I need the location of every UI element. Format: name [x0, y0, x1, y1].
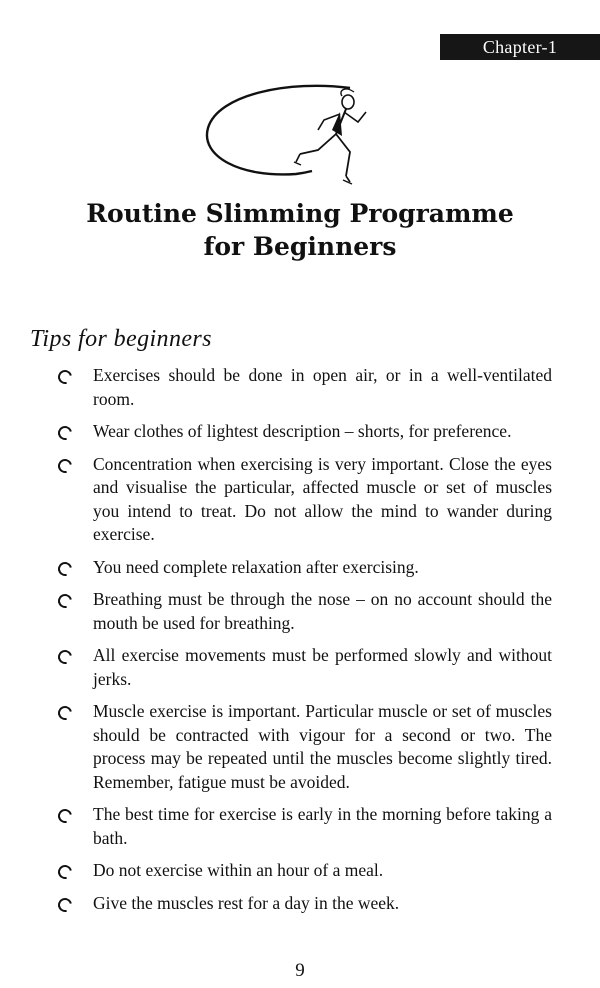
- title-line-1: Routine Slimming Programme: [86, 199, 514, 228]
- list-item: [58, 892, 552, 916]
- page-title: [0, 197, 600, 263]
- list-item: [58, 700, 552, 794]
- open-circle-bullet-icon: [55, 423, 74, 442]
- tip-text: The best time for exercise is early in the morning before taking a bath.: [93, 804, 552, 848]
- tip-text: Wear clothes of lightest description – shorts, for preference.: [93, 421, 512, 441]
- page-number: 9: [295, 960, 305, 981]
- tip-text: Muscle exercise is important. Particular muscle or set of muscles should be contracted with vigour for a second or two. The process may be repeated until the muscles become slightly tired. Remember, fatigue must be avoided.: [93, 701, 552, 792]
- list-item: [58, 803, 552, 850]
- tip-text: Exercises should be done in open air, or in a well-ventilated room.: [93, 365, 552, 409]
- list-item: [58, 453, 552, 547]
- list-item: [58, 364, 552, 411]
- tips-list: [58, 364, 552, 924]
- open-circle-bullet-icon: [55, 367, 74, 386]
- tip-text: Concentration when exercising is very important. Close the eyes and visualise the particular, affected muscle or set of muscles you intend to treat. Do not allow the mind to wander during exercise.: [93, 453, 552, 544]
- title-line-2: for Beginners: [203, 232, 397, 261]
- list-item: [58, 859, 552, 883]
- open-circle-bullet-icon: [55, 703, 74, 722]
- tip-text: You need complete relaxation after exercising.: [93, 556, 419, 577]
- section-heading: Tips for beginners: [30, 326, 212, 352]
- open-circle-bullet-icon: [55, 647, 74, 666]
- tip-text: All exercise movements must be performed slowly and without jerks.: [93, 645, 552, 689]
- list-item: [58, 420, 552, 444]
- open-circle-bullet-icon: [55, 862, 74, 881]
- open-circle-bullet-icon: [55, 806, 74, 825]
- list-item: [58, 588, 552, 635]
- runner-icon: [200, 82, 380, 194]
- open-circle-bullet-icon: [55, 456, 74, 475]
- open-circle-bullet-icon: [55, 895, 74, 914]
- open-circle-bullet-icon: [55, 591, 74, 610]
- list-item: [58, 644, 552, 691]
- list-item: [58, 556, 552, 580]
- tip-text: Breathing must be through the nose – on no account should the mouth be used for breathing.: [93, 589, 552, 633]
- open-circle-bullet-icon: [55, 559, 74, 578]
- chapter-label: Chapter-1: [440, 34, 600, 60]
- tip-text: Do not exercise within an hour of a meal.: [93, 860, 384, 880]
- tip-text: Give the muscles rest for a day in the week.: [93, 892, 400, 913]
